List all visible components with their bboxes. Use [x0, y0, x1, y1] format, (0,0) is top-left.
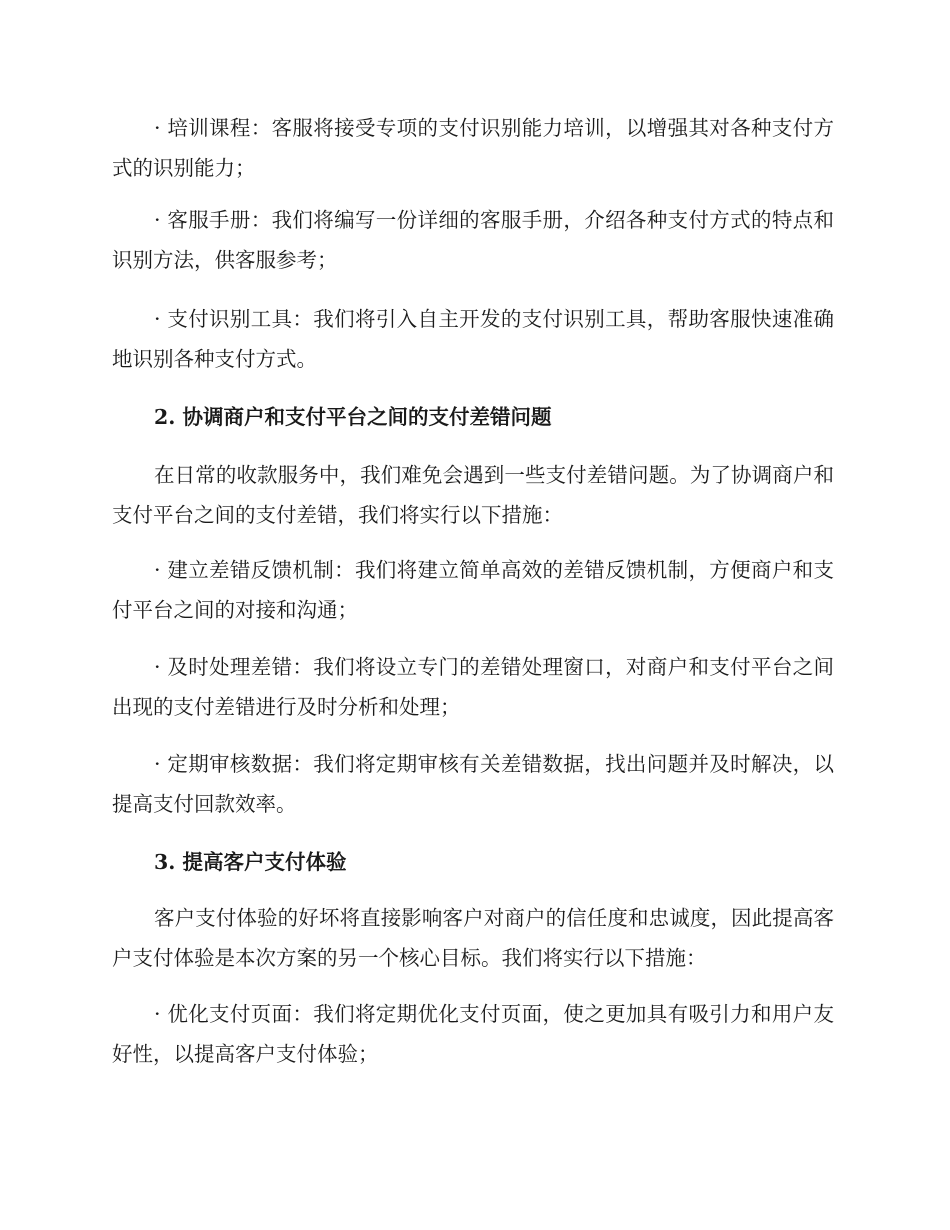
bullet-handle-errors — [112, 647, 834, 727]
section-heading-2 — [112, 397, 834, 437]
paragraph-text: · 客服手册：我们将编写一份详细的客服手册，介绍各种支付方式的特点和识别方法，供客服参考； — [112, 208, 834, 272]
section-2-intro — [112, 455, 834, 535]
paragraph-text: · 支付识别工具：我们将引入自主开发的支付识别工具，帮助客服快速准确地识别各种支付方式。 — [112, 307, 834, 371]
heading-text: 3. 提高客户支付体验 — [154, 850, 347, 874]
bullet-payment-tool — [112, 299, 834, 379]
paragraph-text: · 建立差错反馈机制：我们将建立简单高效的差错反馈机制，方便商户和支付平台之间的对接和沟通； — [112, 558, 834, 622]
bullet-training-course — [112, 108, 834, 188]
paragraph-text: · 优化支付页面：我们将定期优化支付页面，使之更加具有吸引力和用户友好性，以提高客户支付体验； — [112, 1002, 834, 1066]
bullet-optimize-page — [112, 994, 834, 1074]
bullet-audit-data — [112, 744, 834, 824]
section-heading-3 — [112, 842, 834, 882]
section-3-intro — [112, 898, 834, 978]
paragraph-text: · 培训课程：客服将接受专项的支付识别能力培训，以增强其对各种支付方式的识别能力； — [112, 116, 834, 180]
heading-text: 2. 协调商户和支付平台之间的支付差错问题 — [154, 405, 552, 429]
bullet-service-manual — [112, 200, 834, 280]
paragraph-text: 客户支付体验的好坏将直接影响客户对商户的信任度和忠诚度，因此提高客户支付体验是本次方案的另一个核心目标。我们将实行以下措施： — [112, 906, 834, 970]
paragraph-text: · 定期审核数据：我们将定期审核有关差错数据，找出问题并及时解决，以提高支付回款效率。 — [112, 752, 834, 816]
paragraph-text: 在日常的收款服务中，我们难免会遇到一些支付差错问题。为了协调商户和支付平台之间的支付差错，我们将实行以下措施： — [112, 463, 834, 527]
bullet-feedback-mechanism — [112, 550, 834, 630]
paragraph-text: · 及时处理差错：我们将设立专门的差错处理窗口，对商户和支付平台之间出现的支付差错进行及时分析和处理； — [112, 655, 834, 719]
